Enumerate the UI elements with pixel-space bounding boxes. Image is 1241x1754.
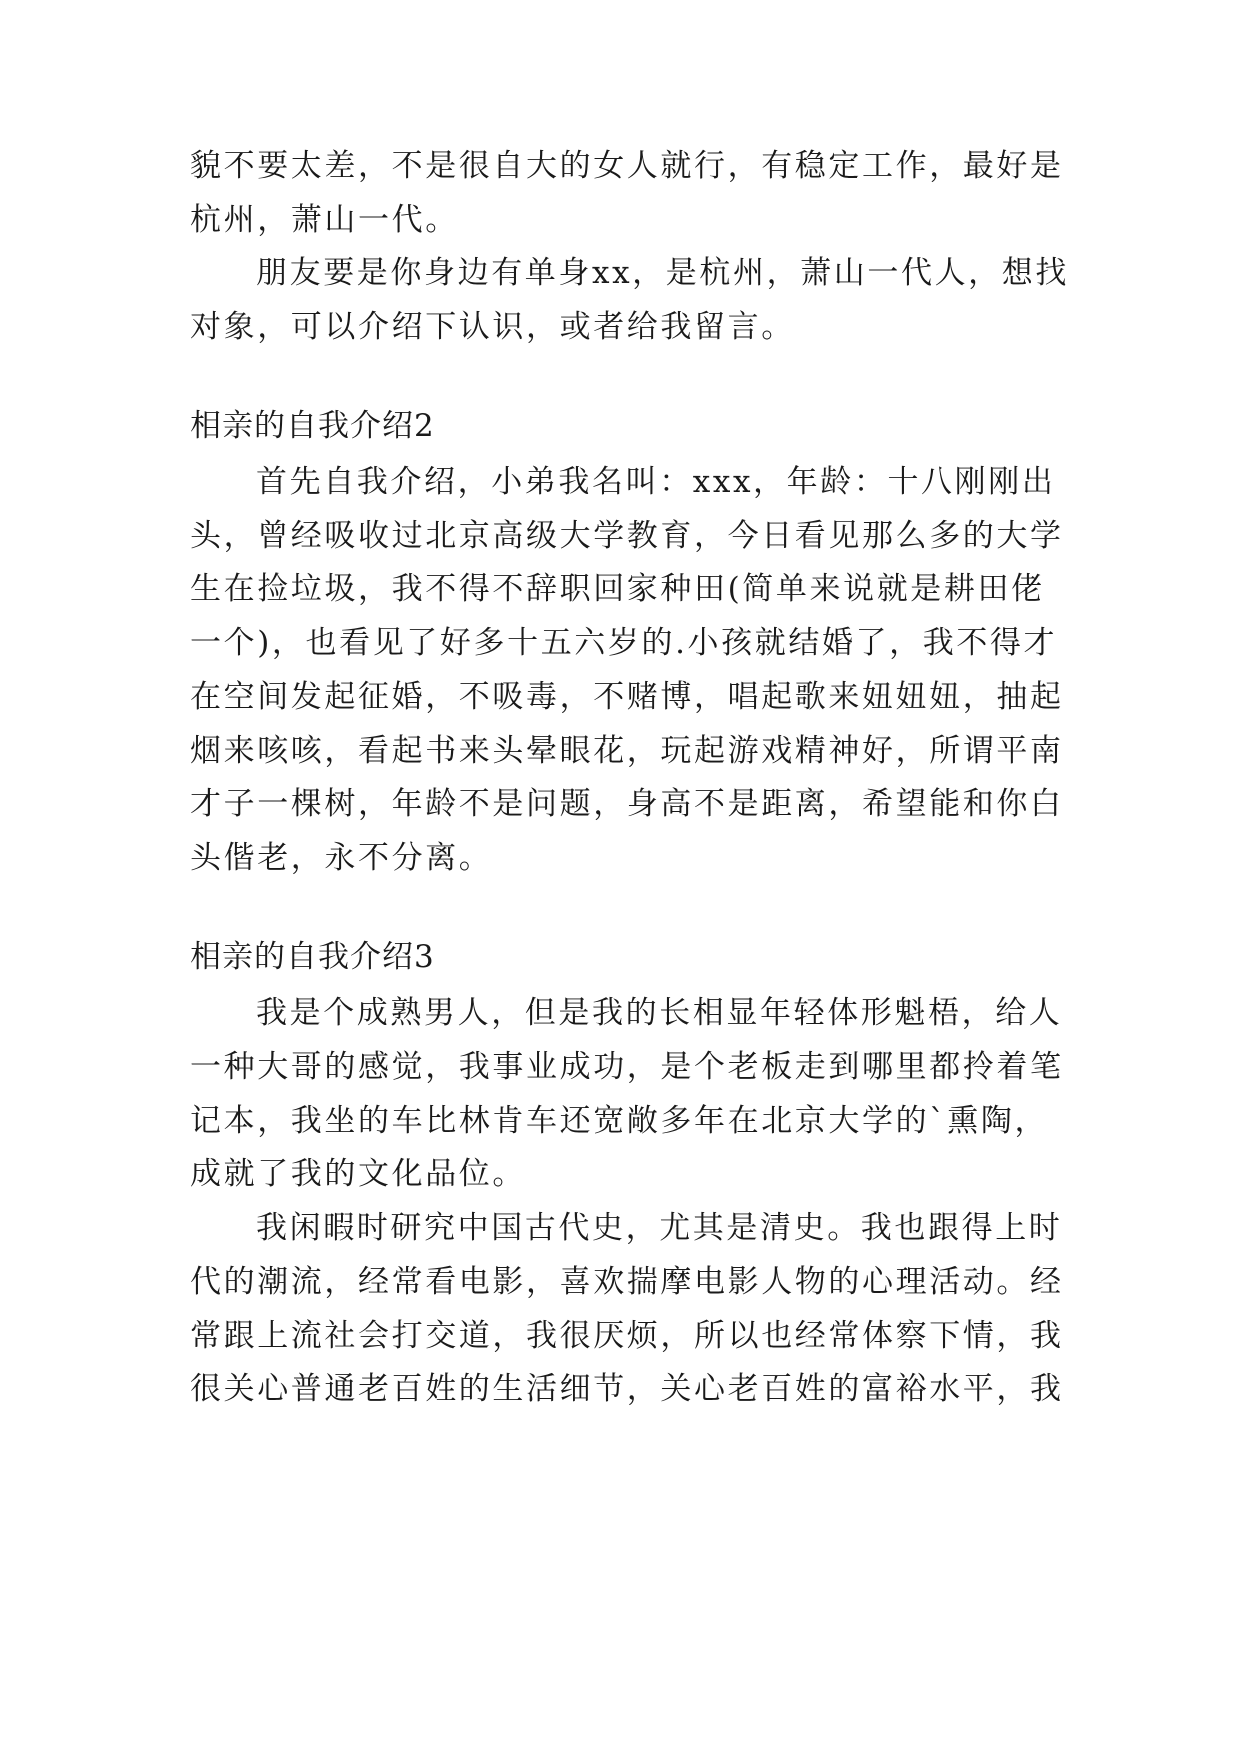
section-heading-2: 相亲的自我介绍2 [190,408,435,444]
paragraph-3-line-8: 头偕老，永不分离。 [190,840,493,876]
paragraph-2-line-1: 朋友要是你身边有单身xx，是杭州，萧山一代人，想找 [256,255,1069,291]
section-heading-3: 相亲的自我介绍3 [190,939,435,975]
paragraph-3-line-3: 生在捡垃圾，我不得不辞职回家种田(简单来说就是耕田佬 [190,571,1045,607]
paragraph-4-line-4: 成就了我的文化品位。 [190,1156,526,1192]
paragraph-3-line-7: 才子一棵树，年龄不是问题，身高不是距离，希望能和你白 [190,786,1064,822]
paragraph-3-line-5: 在空间发起征婚，不吸毒，不赌博，唱起歌来妞妞妞，抽起 [190,679,1064,715]
paragraph-1-line-2: 杭州，萧山一代。 [190,202,459,238]
paragraph-5-line-4: 很关心普通老百姓的生活细节，关心老百姓的富裕水平，我 [190,1371,1064,1407]
paragraph-5-line-3: 常跟上流社会打交道，我很厌烦，所以也经常体察下情，我 [190,1318,1064,1354]
paragraph-4-line-3: 记本，我坐的车比林肯车还宽敞多年在北京大学的`熏陶， [190,1103,1049,1139]
paragraph-5-line-2: 代的潮流，经常看电影，喜欢揣摩电影人物的心理活动。经 [190,1264,1064,1300]
paragraph-4-line-1: 我是个成熟男人，但是我的长相显年轻体形魁梧，给人 [256,995,1063,1031]
paragraph-2-line-2: 对象，可以介绍下认识，或者给我留言。 [190,309,795,345]
paragraph-3-line-4: 一个)，也看见了好多十五六岁的.小孩就结婚了，我不得才 [190,625,1058,661]
paragraph-3-line-6: 烟来咳咳，看起书来头晕眼花，玩起游戏精神好，所谓平南 [190,733,1064,769]
paragraph-4-line-2: 一种大哥的感觉，我事业成功，是个老板走到哪里都拎着笔 [190,1049,1064,1085]
paragraph-1-line-1: 貌不要太差，不是很自大的女人就行，有稳定工作，最好是 [190,148,1064,184]
paragraph-3-line-2: 头，曾经吸收过北京高级大学教育，今日看见那么多的大学 [190,518,1064,554]
paragraph-3-line-1: 首先自我介绍，小弟我名叫：xxx，年龄：十八刚刚出 [256,464,1056,500]
paragraph-5-line-1: 我闲暇时研究中国古代史，尤其是清史。我也跟得上时 [256,1210,1063,1246]
